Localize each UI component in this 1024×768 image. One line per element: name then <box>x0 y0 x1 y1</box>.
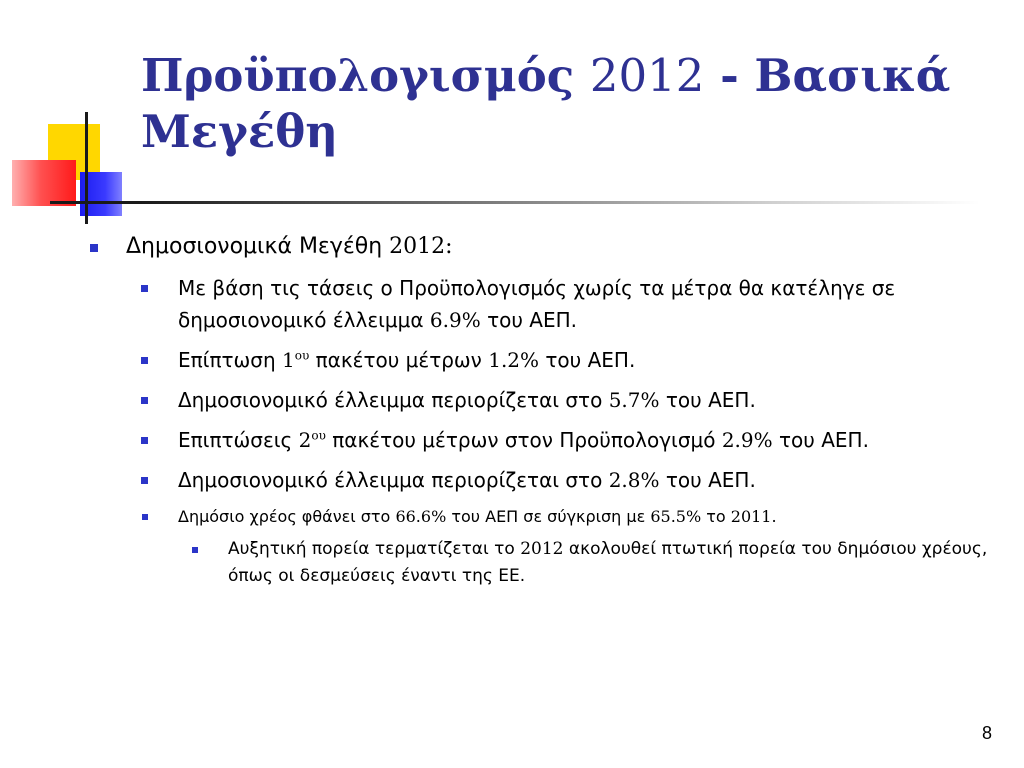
bullet-ordinal <box>299 428 326 452</box>
bullet-first-package-impact <box>88 344 988 376</box>
bullet-value: 2.8% <box>608 468 660 492</box>
bullet-value: 6.9% <box>429 308 481 332</box>
bullet-tail: του ΑΕΠ. <box>779 428 869 452</box>
bullet-ordinal <box>282 348 309 372</box>
bullet-mid2: το <box>706 507 726 526</box>
bullet-second-package-impact <box>88 424 988 456</box>
bullet-text: Με βάση τις τάσεις ο Προϋπολογισμός χωρίς τα μέτρα θα κατέληγε σε δημοσιονομικό έλλειμμα <box>178 276 896 332</box>
bullet-value: 5.7% <box>608 388 660 412</box>
bullet-debt-trajectory <box>88 536 988 590</box>
bullet-deficit-without-measures <box>88 272 988 336</box>
bullet-pre: Επίπτωση <box>178 348 276 372</box>
bullet-mid: πακέτου μέτρων στον Προϋπολογισμό <box>332 428 716 452</box>
bullet-square-icon <box>141 285 148 292</box>
bullet-tail: του ΑΕΠ. <box>545 348 636 372</box>
title-part1: Προϋπολογισμός <box>141 49 575 102</box>
bullet-list <box>88 230 988 596</box>
bullet-heading <box>88 230 988 264</box>
bullet-value-2011: 65.5% <box>650 507 702 526</box>
decor-horizontal-line-left <box>50 201 142 204</box>
slide-title <box>141 48 991 160</box>
bullet-pre: Επιπτώσεις <box>178 428 293 452</box>
bullet-value: 1.2% <box>488 348 540 372</box>
bullet-square-icon <box>141 437 148 444</box>
bullet-deficit-limited-5-7 <box>88 384 988 416</box>
ordinal-suffix: ου <box>311 428 326 443</box>
bullet-square-icon <box>141 477 148 484</box>
bullet-tail: του ΑΕΠ. <box>665 388 756 412</box>
page-number: 8 <box>981 723 992 743</box>
bullet-tail: ακολουθεί πτωτική πορεία του δημόσιου χρέους, όπως οι δεσμεύσεις έναντι της ΕΕ. <box>228 539 988 586</box>
heading-year: 2012: <box>389 234 453 259</box>
ordinal-number: 2 <box>298 428 312 452</box>
bullet-pre: Αυξητική πορεία τερματίζεται το <box>228 539 515 559</box>
decor-red-square <box>12 160 76 206</box>
title-part2: - Βασικά Μεγέθη <box>141 49 951 158</box>
bullet-public-debt <box>88 504 988 530</box>
bullet-tail: του ΑΕΠ. <box>665 468 756 492</box>
bullet-pre: Δημόσιο χρέος φθάνει στο <box>178 507 391 526</box>
bullet-square-icon <box>192 547 198 553</box>
bullet-text: Δημοσιονομικό έλλειμμα περιορίζεται στο <box>178 468 603 492</box>
bullet-value: 2.9% <box>721 428 773 452</box>
bullet-square-icon <box>141 397 148 404</box>
heading-text: Δημοσιονομικά Μεγέθη <box>126 234 383 259</box>
bullet-square-icon <box>141 357 148 364</box>
title-underline <box>140 201 980 204</box>
bullet-value-2012: 66.6% <box>395 507 447 526</box>
bullet-mid: του ΑΕΠ σε σύγκριση με <box>451 507 646 526</box>
ordinal-number: 1 <box>282 348 295 372</box>
bullet-deficit-limited-2-8 <box>88 464 988 496</box>
title-year: 2012 <box>589 49 705 102</box>
bullet-square-icon <box>90 244 98 252</box>
ordinal-suffix: ου <box>294 348 310 363</box>
decor-vertical-line <box>85 112 88 224</box>
bullet-mid: πακέτου μέτρων <box>315 348 482 372</box>
bullet-square-icon <box>142 514 148 520</box>
bullet-tail: του ΑΕΠ. <box>487 308 577 332</box>
bullet-text: Δημοσιονομικό έλλειμμα περιορίζεται στο <box>178 388 603 412</box>
bullet-year: 2012 <box>520 539 564 559</box>
bullet-year: 2011. <box>730 507 777 526</box>
